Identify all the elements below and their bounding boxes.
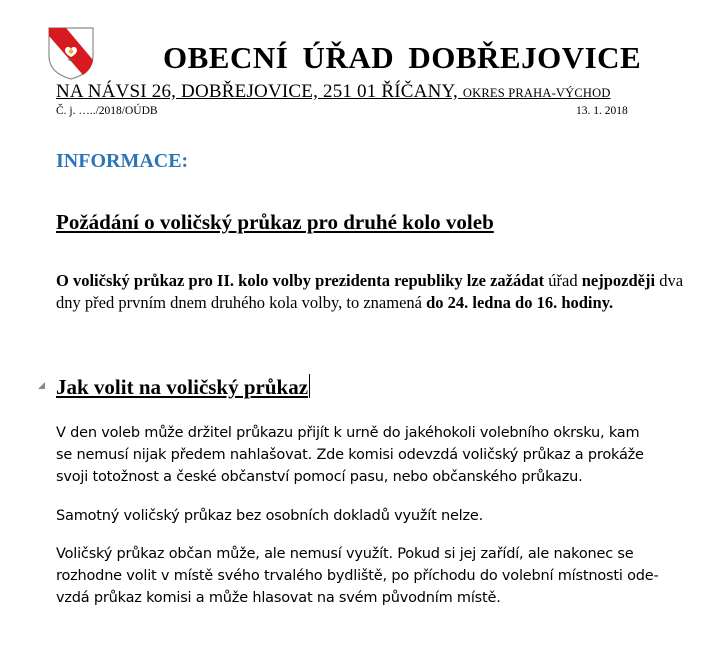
paragraph-line: se nemusí nijak předem nahlašovat. Zde komisi odevzdá voličský průkaz a prokáže xyxy=(56,447,644,463)
request-bold-1: O voličský průkaz pro II. kolo volby prezidenta republiky lze zažádat xyxy=(56,271,545,290)
heading-how-to-vote xyxy=(56,374,310,400)
info-label: INFORMACE: xyxy=(56,150,189,172)
paragraph-line: V den voleb může držitel průkazu přijít k urně do jakéhokoli volebního okrsku, kam xyxy=(56,425,640,441)
paragraph-optional-use xyxy=(56,543,696,609)
request-bold-2: nejpozději xyxy=(581,271,656,290)
request-paragraph xyxy=(56,270,696,314)
address-district: OKRES PRAHA-VÝCHOD xyxy=(462,86,611,100)
office-title: OBECNÍ ÚŘAD DOBŘEJOVICE xyxy=(163,40,642,75)
request-text-1: úřad xyxy=(544,271,582,290)
address-street: NA NÁVSI 26, DOBŘEJOVICE, 251 01 ŘÍČANY, xyxy=(56,81,463,102)
paragraph-line: rozhodne volit v místě svého trvalého bydliště, po příchodu do volební místnosti ode- xyxy=(56,568,659,584)
text-cursor xyxy=(309,374,310,398)
reference-number: Č. j. …../2018/OÚDB xyxy=(56,105,158,117)
heading-voter-card-request: Požádání o voličský průkaz pro druhé kolo voleb xyxy=(56,210,494,234)
heading-how-to-vote-text: Jak volit na voličský průkaz xyxy=(56,375,309,399)
paragraph-documents-required: Samotný voličský průkaz bez osobních dokladů využít nelze. xyxy=(56,508,484,524)
collapse-heading-icon[interactable] xyxy=(38,382,45,389)
request-text-2: dva dny před prvním dnem druhého kola volby, to znamená xyxy=(56,271,684,312)
paragraph-election-day xyxy=(56,422,696,488)
document-date: 13. 1. 2018 xyxy=(576,105,628,117)
municipal-coat-of-arms xyxy=(46,26,96,80)
request-bold-3: do 24. ledna do 16. hodiny. xyxy=(426,293,614,312)
office-address xyxy=(56,81,611,103)
paragraph-line: vzdá průkaz komisi a může hlasovat na svém původním místě. xyxy=(56,590,501,606)
paragraph-line: svoji totožnost a české občanství pomocí pasu, nebo občanského průkazu. xyxy=(56,469,583,485)
paragraph-line: Voličský průkaz občan může, ale nemusí využít. Pokud si jej zařídí, ale nakonec se xyxy=(56,546,634,562)
